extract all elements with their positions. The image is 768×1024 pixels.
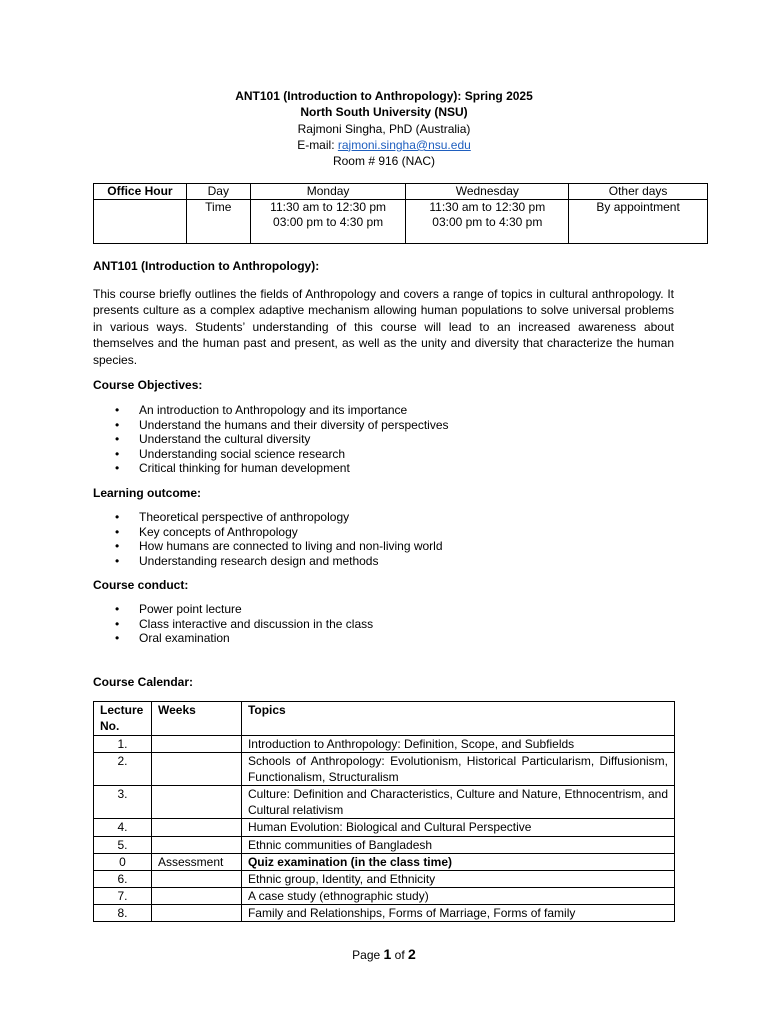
wednesday-header: Wednesday xyxy=(406,184,569,200)
topic-cell: Introduction to Anthropology: Definition, Scope, and Subfields xyxy=(241,736,674,753)
email-label: E-mail: xyxy=(297,137,338,152)
week-cell xyxy=(151,904,241,921)
week-cell xyxy=(151,887,241,904)
list-item: • Understand the cultural diversity xyxy=(115,432,311,447)
monday-times xyxy=(250,200,406,244)
bullet-icon: • xyxy=(115,553,120,568)
table-header-row xyxy=(94,702,675,736)
topic-cell: Schools of Anthropology: Evolutionism, Historical Particularism, Diffusionism, Functionalism, Structuralism xyxy=(241,753,674,786)
monday-time-1: 11:30 am to 12:30 pm xyxy=(270,200,387,214)
topic-cell: A case study (ethnographic study) xyxy=(241,887,674,904)
list-item: • An introduction to Anthropology and its importance xyxy=(115,403,408,417)
bullet-icon: • xyxy=(115,524,120,539)
monday-header: Monday xyxy=(250,184,406,200)
course-title: ANT101 (Introduction to Anthropology): Spring 2025 xyxy=(235,89,533,103)
page-word: Page xyxy=(352,948,384,962)
conduct-heading: Course conduct: xyxy=(93,578,189,592)
lecture-no: 2. xyxy=(94,753,152,786)
lecture-no: 8. xyxy=(94,904,152,921)
email-link[interactable]: rajmoni.singha@nsu.edu xyxy=(337,137,471,152)
lecture-no: 1. xyxy=(94,736,152,753)
email-line xyxy=(0,137,768,153)
office-hours-table xyxy=(93,183,708,244)
week-cell xyxy=(151,870,241,887)
list-item: • Understanding social science research xyxy=(115,446,346,461)
intro-heading: ANT101 (Introduction to Anthropology): xyxy=(93,259,320,273)
table-row xyxy=(94,753,675,786)
topic-cell: Family and Relationships, Forms of Marriage, Forms of family xyxy=(241,904,674,921)
calendar-heading: Course Calendar: xyxy=(93,675,194,689)
time-label: Time xyxy=(186,200,250,244)
outcome-list xyxy=(93,510,674,568)
table-row xyxy=(94,853,675,870)
topic-cell: Ethnic group, Identity, and Ethnicity xyxy=(241,870,674,887)
list-item: • Oral examination xyxy=(115,631,230,646)
list-item: • How humans are connected to living and non-living world xyxy=(115,539,443,554)
topic-cell: Culture: Definition and Characteristics, Culture and Nature, Ethnocentrism, and Cultural relativism xyxy=(241,786,674,819)
office-hour-label: Office Hour xyxy=(94,184,187,200)
list-item: • Understand the humans and their diversity of perspectives xyxy=(115,417,449,432)
topic-cell: Human Evolution: Biological and Cultural Perspective xyxy=(241,819,674,836)
wednesday-times xyxy=(406,200,569,244)
lecture-no: 0 xyxy=(94,853,152,870)
lecture-no: 6. xyxy=(94,870,152,887)
university-name: North South University (NSU) xyxy=(300,105,468,120)
table-row xyxy=(94,819,675,836)
bullet-icon: • xyxy=(115,461,120,476)
day-label: Day xyxy=(186,184,250,200)
table-row xyxy=(94,870,675,887)
other-days-value: By appointment xyxy=(569,200,708,244)
list-item: • Theoretical perspective of anthropology xyxy=(115,510,350,524)
week-cell xyxy=(151,786,241,819)
lecture-no: 3. xyxy=(94,786,152,819)
objectives-heading: Course Objectives: xyxy=(93,378,203,392)
room-number: Room # 916 (NAC) xyxy=(332,154,436,169)
bullet-icon: • xyxy=(115,446,120,461)
table-row xyxy=(94,904,675,921)
topics-header: Topics xyxy=(241,702,674,736)
bullet-icon: • xyxy=(115,417,120,432)
instructor-name: Rajmoni Singha, PhD (Australia) xyxy=(297,121,471,136)
other-days-header: Other days xyxy=(569,184,708,200)
lecture-no: 7. xyxy=(94,887,152,904)
intro-paragraph: This course briefly outlines the fields of Anthropology and covers a range of topics in cultural anthropology. It presents culture as a complex adaptive mechanism allowing human populations to solve universal problems in various ways. Students’ understanding of this course will lead to an increased awareness about themselves and the human past and present, as well as the unity and diversity that characterize the human species. xyxy=(93,287,674,367)
page-footer xyxy=(0,946,768,962)
current-page-number: 1 xyxy=(383,946,392,962)
lecture-no-header: Lecture No. xyxy=(94,702,152,736)
weeks-header: Weeks xyxy=(151,702,241,736)
bullet-icon: • xyxy=(115,539,120,554)
table-row xyxy=(94,736,675,753)
table-row xyxy=(94,836,675,853)
lecture-no: 5. xyxy=(94,836,152,853)
week-cell xyxy=(151,836,241,853)
document-header xyxy=(0,88,768,169)
list-item: • Class interactive and discussion in the class xyxy=(115,616,374,631)
week-cell xyxy=(151,753,241,786)
office-hour-empty-cell xyxy=(94,200,187,244)
wednesday-time-1: 11:30 am to 12:30 pm xyxy=(429,200,546,214)
list-item: • Key concepts of Anthropology xyxy=(115,524,298,539)
bullet-icon: • xyxy=(115,602,120,616)
objectives-list xyxy=(93,403,674,476)
lecture-no: 4. xyxy=(94,819,152,836)
bullet-icon: • xyxy=(115,631,120,646)
outcome-heading: Learning outcome: xyxy=(93,486,202,500)
conduct-list xyxy=(93,602,674,646)
table-row xyxy=(94,786,675,819)
bullet-icon: • xyxy=(115,616,120,631)
list-item: • Power point lecture xyxy=(115,602,242,616)
list-item: • Critical thinking for human development xyxy=(115,461,350,476)
list-item: • Understanding research design and methods xyxy=(115,553,379,568)
of-word: of xyxy=(391,948,409,962)
course-calendar-table xyxy=(93,701,675,922)
wednesday-time-2: 03:00 pm to 4:30 pm xyxy=(432,214,543,229)
week-cell: Assessment xyxy=(151,853,241,870)
bullet-icon: • xyxy=(115,432,120,447)
week-cell xyxy=(151,736,241,753)
week-cell xyxy=(151,819,241,836)
topic-cell: Quiz examination (in the class time) xyxy=(241,853,674,870)
table-row xyxy=(94,887,675,904)
total-page-number: 2 xyxy=(408,946,416,962)
topic-cell: Ethnic communities of Bangladesh xyxy=(241,836,674,853)
bullet-icon: • xyxy=(115,510,120,524)
bullet-icon: • xyxy=(115,403,120,417)
monday-time-2: 03:00 pm to 4:30 pm xyxy=(273,214,384,229)
